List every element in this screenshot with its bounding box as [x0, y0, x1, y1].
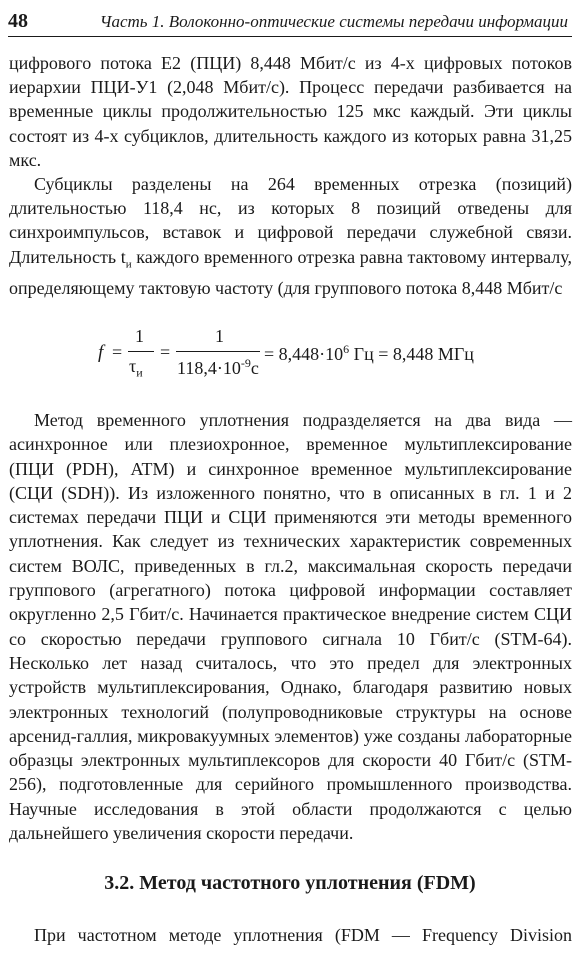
formula-equals-2: =: [160, 342, 171, 362]
fraction-bar-2: [176, 351, 260, 352]
den2-base: 118,4·10: [177, 358, 241, 378]
paragraph-time-division: Метод временного уплотнения подразделяется на два вида — асинхронное или плезиохронное, временное мультиплексирование (ПЦИ (PDH), ATM) и синхронное временное мультиплексирование (СЦИ (SDH)). Из изложенного понятно, что в описанных в гл. 1 и 2 системах передачи ПЦИ и СЦИ применяются эти методы временного уплотнения. Как следует из технических характеристик современных систем ВОЛС, приведенных в гл.2, максимальная скорость передачи группового (агрегатного) потока цифровой информации составляет округленно 2,5 Гбит/с. Начинается практическое внедрение систем СЦИ со скоростью передачи группового сигнала 10 Гбит/с (STM-64). Несколько лет назад считалось, что это предел для электронных устройств мультиплексирования, Однако, благодаря развитию новых электронных технологий (полупроводниковые структуры на основе арсенид-галлия, микровакуумных элементов) уже созданы лабораторные образцы электронных мультиплексоров для скорости 40 Гбит/с (STM-256), подготовленные для серийного промышленного производства. Научные исследования в этой области продолжаются с целью дальнейшего увеличения скорости передачи.: [9, 410, 572, 844]
text-block-top: [9, 51, 572, 301]
den2-unit: c: [250, 358, 259, 378]
formula-denominator-2: [177, 356, 259, 379]
den2-exponent: -9: [240, 356, 251, 370]
tau-subscript: и: [136, 365, 143, 380]
paragraph-continuation: цифрового потока Е2 (ПЦИ) 8,448 Мбит/с из 4-х цифровых потоков иерархии ПЦИ-У1 (2,048 Мбит/с). Процесс передачи разбивается на временные циклы продолжительностью 125 мкс каждый. Эти циклы состоят из 4-х субциклов, длительность каждого из которых равна 31,25 мкс.: [9, 53, 572, 170]
formula-rhs: [264, 342, 474, 365]
formula-equals-1: =: [112, 342, 123, 362]
rhs-exponent: 6: [343, 342, 350, 356]
page-number: 48: [8, 10, 28, 32]
page-header: [8, 8, 568, 34]
paragraph-subcycles-text-1: Субциклы разделены на 264 временных отрезка (позиций) длительностью 118,4 нс, из которых 8 позиций отведены для синхроимпульсов, вставок и цифровой передачи служебной связи. Длительность t: [9, 174, 572, 267]
section-heading: 3.2. Метод частотного уплотнения (FDM): [104, 872, 476, 894]
fraction-bar-1: [128, 351, 154, 352]
paragraph-fdm-start: При частотном методе уплотнения (FDM — Frequency Division: [34, 925, 572, 945]
rhs-tail: Гц = 8,448 МГц: [349, 344, 474, 364]
formula-lhs: f: [98, 342, 104, 363]
running-head: Часть 1. Волоконно-оптические системы передачи информации: [99, 12, 568, 31]
header-rule: [8, 36, 572, 37]
tau-symbol: τ: [129, 356, 137, 376]
rhs-base: = 8,448·10: [264, 344, 344, 364]
formula-numerator-1: 1: [135, 326, 144, 346]
frequency-formula: [98, 324, 518, 394]
subscript-i: и: [125, 258, 132, 271]
paragraph-subcycles: [9, 172, 572, 301]
formula-numerator-2: 1: [215, 326, 224, 346]
paragraph-subcycles-text-2: каждого временного отрезка равна тактовому интервалу, определяющему тактовую частоту (для группового потока 8,448 Мбит/с: [9, 246, 572, 299]
formula-denominator-1: [129, 356, 143, 381]
